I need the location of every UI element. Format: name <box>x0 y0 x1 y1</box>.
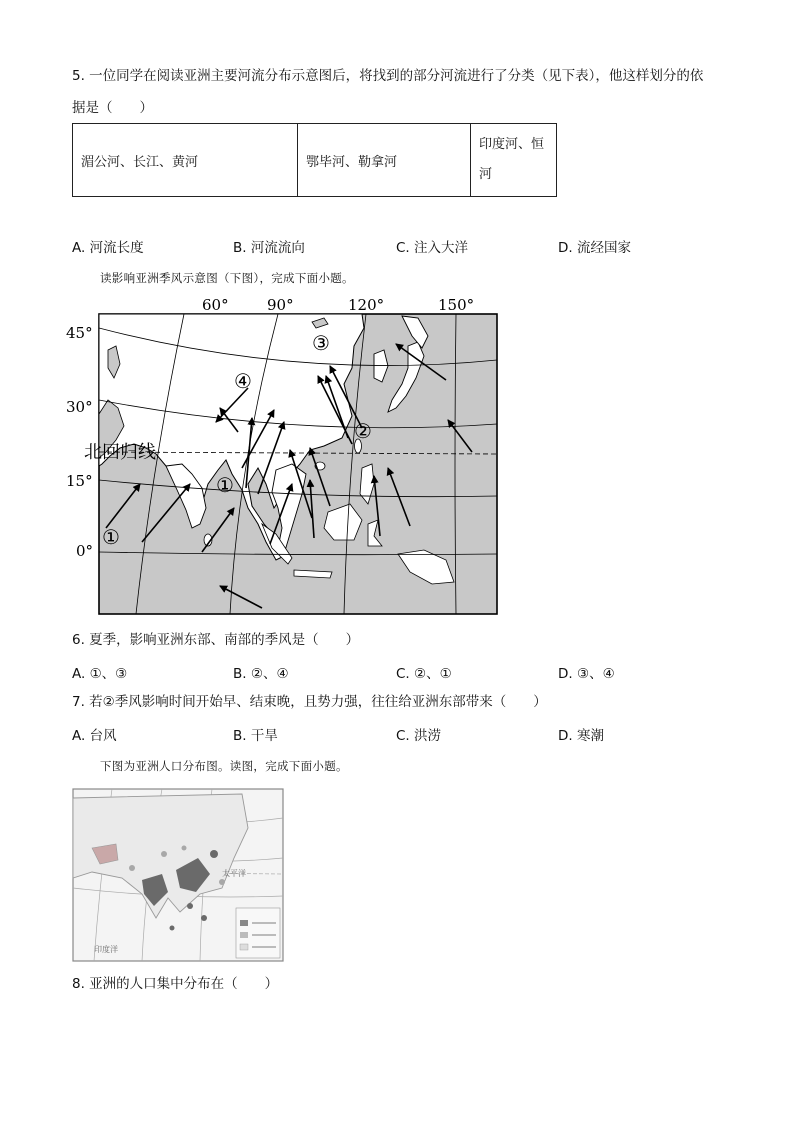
q6-option-c[interactable]: C. ②、① <box>396 666 452 682</box>
marker-3: ③ <box>312 331 330 355</box>
tropic-label: 北回归线 <box>84 442 156 463</box>
asia-monsoon-map <box>62 288 510 620</box>
q7-option-b[interactable]: B. 干旱 <box>233 728 278 744</box>
q5-option-b[interactable]: B. 河流流向 <box>233 240 305 256</box>
q5-option-d[interactable]: D. 流经国家 <box>558 240 631 256</box>
q8-stem: 8. 亚洲的人口集中分布在（ ） <box>72 976 279 992</box>
q7-option-a[interactable]: A. 台风 <box>72 728 117 744</box>
pop-label-pacific: 太平洋 <box>222 869 246 878</box>
q5-stem-line2: 据是（ ） <box>72 100 153 116</box>
q6-option-b[interactable]: B. ②、④ <box>233 666 289 682</box>
q6-stem: 6. 夏季，影响亚洲东部、南部的季风是（ ） <box>72 632 360 648</box>
marker-4: ④ <box>234 369 252 393</box>
marker-1-india: ① <box>216 473 234 497</box>
lon-label-60: 60° <box>202 296 229 314</box>
pop-legend <box>236 908 280 958</box>
marker-2: ② <box>354 419 372 443</box>
lon-label-150: 150° <box>438 296 475 314</box>
q6-option-d[interactable]: D. ③、④ <box>558 666 615 682</box>
pop-label-indian-ocean: 印度洋 <box>94 945 118 954</box>
q7-option-c[interactable]: C. 洪涝 <box>396 728 442 744</box>
table-cell-group-2: 鄂毕河、勒拿河 <box>298 124 471 197</box>
lat-label-30: 30° <box>66 398 93 416</box>
river-classification-table <box>72 123 557 197</box>
q5-option-a[interactable]: A. 河流长度 <box>72 240 144 256</box>
lat-label-15: 15° <box>66 472 93 490</box>
asia-population-map <box>72 788 284 962</box>
q7-stem: 7. 若②季风影响时间开始早、结束晚，且势力强，往往给亚洲东部带来（ ） <box>72 694 547 710</box>
q5-stem-line1: 5. 一位同学在阅读亚洲主要河流分布示意图后，将找到的部分河流进行了分类（见下表），他这样划分的依 <box>72 68 704 84</box>
monsoon-intro: 读影响亚洲季风示意图（下图），完成下面小题。 <box>100 271 354 285</box>
population-intro: 下图为亚洲人口分布图。读图，完成下面小题。 <box>100 759 348 773</box>
lon-label-90: 90° <box>267 296 294 314</box>
q7-option-d[interactable]: D. 寒潮 <box>558 728 604 744</box>
table-cell-group-3: 印度河、恒河 <box>471 124 557 197</box>
marker-1-arabian: ① <box>102 525 120 549</box>
lon-label-120: 120° <box>348 296 385 314</box>
lat-label-0: 0° <box>76 542 94 560</box>
q6-option-a[interactable]: A. ①、③ <box>72 666 128 682</box>
lat-label-45: 45° <box>66 324 93 342</box>
table-cell-group-1: 湄公河、长江、黄河 <box>73 124 298 197</box>
q5-option-c[interactable]: C. 注入大洋 <box>396 240 469 256</box>
